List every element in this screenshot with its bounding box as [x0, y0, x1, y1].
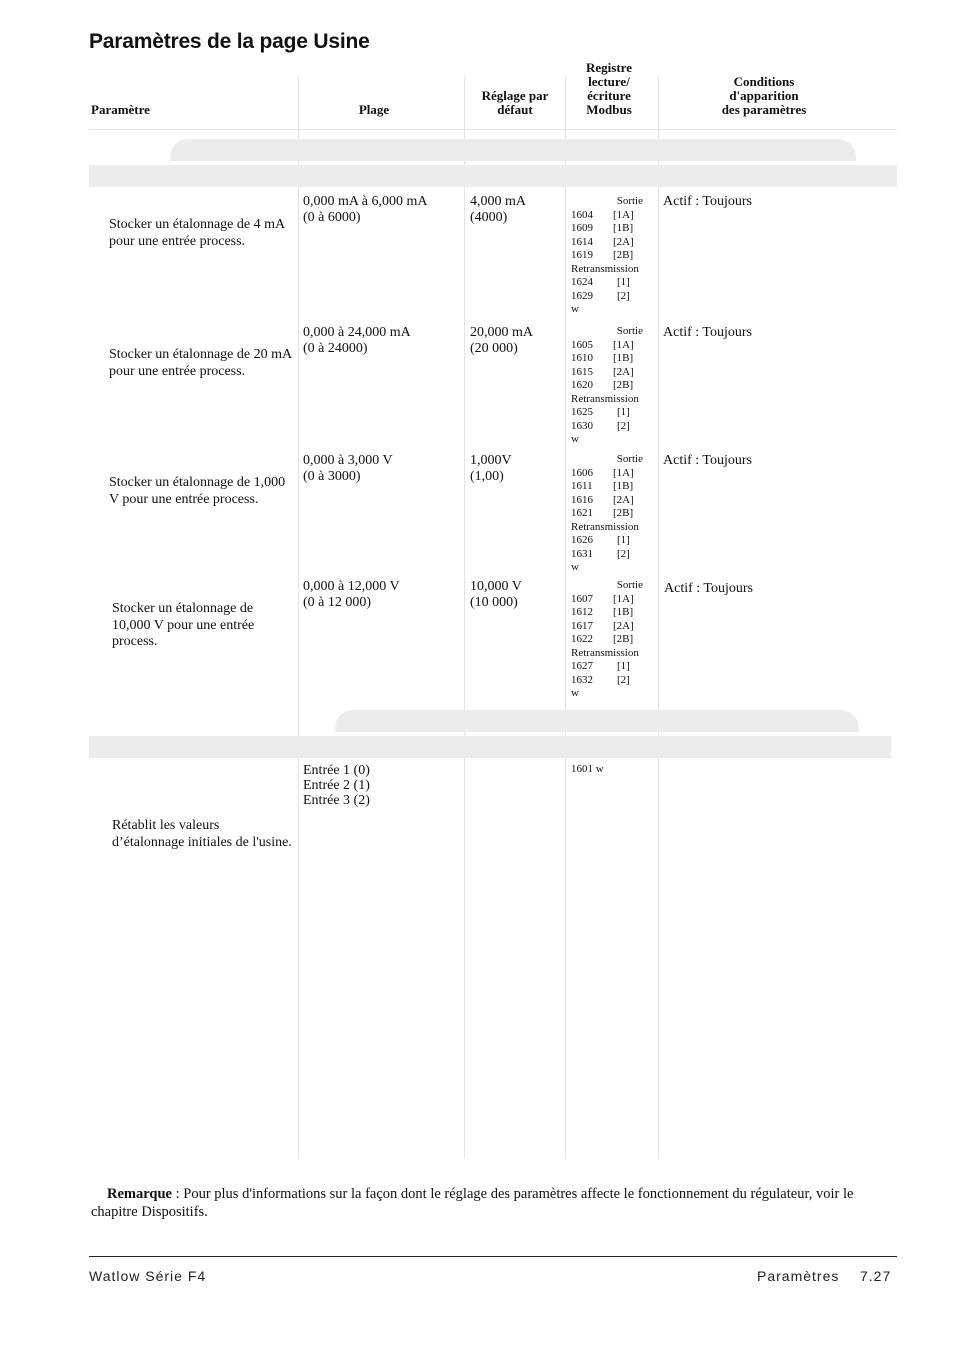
plage-value: 0,000 à 3,000 V (0 à 3000) — [303, 453, 393, 484]
page-title: Paramètres de la page Usine — [89, 30, 370, 53]
section-tab — [188, 139, 838, 161]
default-value: 10,000 V (10 000) — [470, 579, 522, 610]
plage-value: 0,000 à 12,000 V (0 à 12 000) — [303, 579, 400, 610]
column-divider — [565, 76, 566, 1158]
default-value: 1,000V (1,00) — [470, 453, 512, 484]
param-description: Rétablit les valeurs d’étalonnage initiales de l'usine. — [112, 818, 292, 850]
header-conditions: Conditions d'apparition des paramètres — [721, 74, 807, 117]
param-description: Stocker un étalonnage de 10,000 V pour une entrée process. — [112, 601, 255, 649]
note-label: Remarque — [107, 1186, 172, 1202]
footer-rule — [89, 1256, 897, 1257]
header-plage: Plage — [358, 102, 390, 117]
condition-value: Actif : Toujours — [664, 581, 753, 596]
default-value: 4,000 mA (4000) — [470, 194, 526, 225]
modbus-register: Sortie 1605 [1A] 1610 [1B] 1615 [2A] 1620 [2B] Retransmission 1625 [1] 1630 [2] w — [571, 325, 643, 445]
modbus-register: Sortie 1607 [1A] 1612 [1B] 1617 [2A] 1622 [2B] Retransmission 1627 [1] 1632 [2] w — [571, 579, 643, 699]
modbus-register: 1601 w — [571, 763, 604, 775]
page-number: 7.27 — [860, 1268, 892, 1284]
header-divider — [89, 129, 897, 130]
section-band — [89, 736, 891, 758]
plage-value: 0,000 à 24,000 mA (0 à 24000) — [303, 325, 411, 356]
header-parametre: Paramètre — [91, 102, 150, 117]
header-defaut: Réglage par défaut — [481, 88, 549, 117]
column-divider — [298, 76, 299, 1158]
footer-title: Watlow Série F4 — [89, 1268, 207, 1284]
param-description: Stocker un étalonnage de 1,000 V pour une entrée process. — [109, 475, 286, 507]
param-description: Stocker un étalonnage de 20 mA pour une entrée process. — [109, 347, 292, 379]
section-tab — [353, 710, 841, 732]
condition-value: Actif : Toujours — [663, 453, 752, 468]
param-description: Stocker un étalonnage de 4 mA pour une entrée process. — [109, 217, 285, 249]
section-band — [89, 165, 897, 187]
plage-value: Entrée 1 (0) Entrée 2 (1) Entrée 3 (2) — [303, 763, 370, 808]
condition-value: Actif : Toujours — [663, 325, 752, 340]
header-registre: Registre lecture/ écriture Modbus — [586, 60, 632, 117]
modbus-register: Sortie 1606 [1A] 1611 [1B] 1616 [2A] 1621 [2B] Retransmission 1626 [1] 1631 [2] w — [571, 453, 643, 573]
note — [91, 1185, 891, 1221]
condition-value: Actif : Toujours — [663, 194, 752, 209]
note-text: : Pour plus d'informations sur la façon dont le réglage des paramètres affecte le fonctionnement du régulateur, voir le chapitre Dispositifs. — [91, 1186, 854, 1220]
plage-value: 0,000 mA à 6,000 mA (0 à 6000) — [303, 194, 428, 225]
modbus-register: Sortie 1604 [1A] 1609 [1B] 1614 [2A] 1619 [2B] Retransmission 1624 [1] 1629 [2] w — [571, 195, 643, 315]
column-divider — [464, 76, 465, 1158]
default-value: 20,000 mA (20 000) — [470, 325, 533, 356]
footer-section: Paramètres — [757, 1268, 840, 1284]
